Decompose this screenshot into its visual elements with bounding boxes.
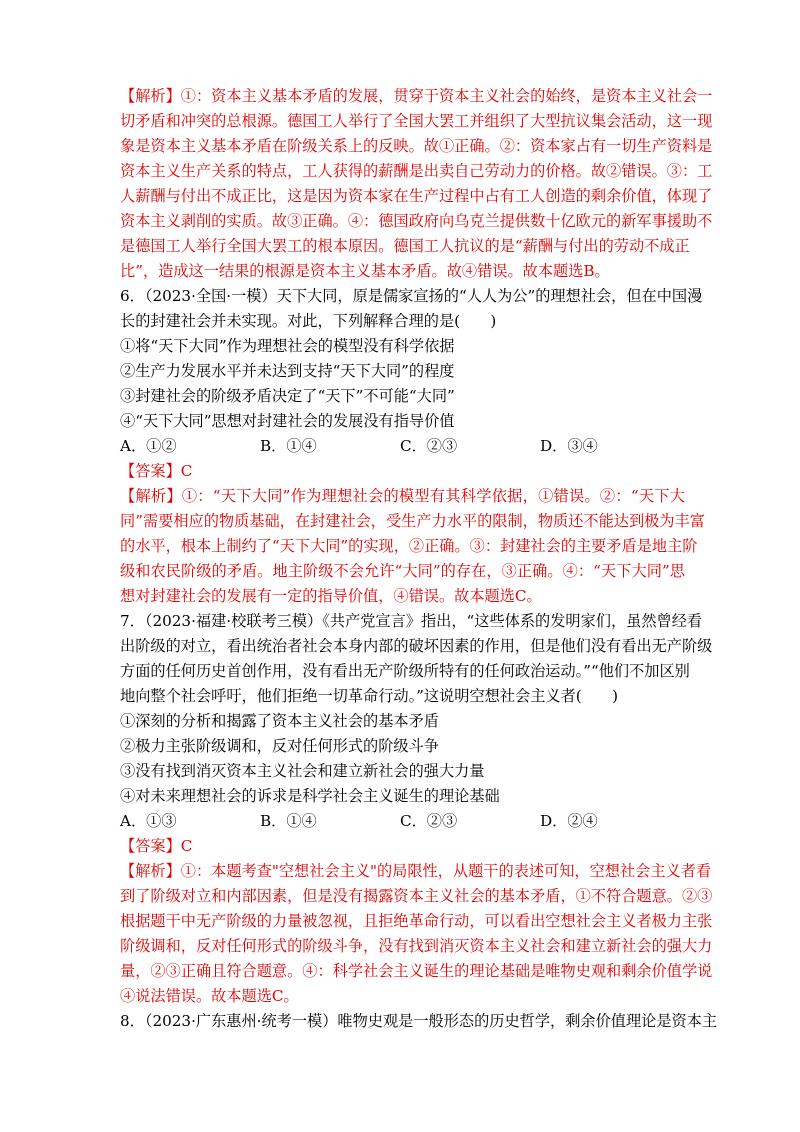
analysis-line: 比”，造成这一结果的根源是资本主义基本矛盾。故④错误。故本题选B。 [120, 262, 610, 280]
statement-2: ②生产力发展水平并未达到支持“天下大同”的程度 [120, 362, 455, 380]
question-7 [120, 609, 713, 1009]
option-d: D．②④ [540, 812, 598, 830]
analysis-q5 [120, 84, 713, 284]
statement-1: ①深刻的分析和揭露了资本主义社会的基本矛盾 [120, 712, 439, 730]
answer-label: 【答案】C [120, 462, 193, 480]
question-stem: 7．（2023·福建·校联考三模）《共产党宣言》指出，“这些体系的发明家们，虽然曾经看 [120, 612, 703, 630]
analysis-line: 【解析】①：“天下大同”作为理想社会的模型有其科学依据，①错误。②：“天下大 [120, 487, 685, 505]
analysis-line: 想对封建社会的发展有一定的指导价值，④错误。故本题选C。 [120, 587, 542, 605]
analysis-line: 是德国工人举行全国大罢工的根本原因。德国工人抗议的是“薪酬与付出的劳动不成正 [120, 237, 690, 255]
question-stem: 地向整个社会呼吁，他们拒绝一切革命行动。”这说明空想社会主义者( ) [120, 687, 619, 705]
option-a: A．①② [120, 437, 177, 455]
options-row [120, 809, 685, 834]
analysis-line: 到了阶级对立和内部因素，但是没有揭露资本主义社会的基本矛盾，①不符合题意。②③ [120, 887, 713, 905]
option-c: C．②③ [400, 812, 458, 830]
statement-1: ①将“天下大同”作为理想社会的模型没有科学依据 [120, 337, 455, 355]
statement-3: ③封建社会的阶级矛盾决定了“天下”不可能“大同” [120, 387, 455, 405]
analysis-line: 量，②③正确且符合题意。④：科学社会主义诞生的理论基础是唯物史观和剩余价值学说 [120, 962, 713, 980]
analysis-line: 的水平，根本上制约了“天下大同”的实现，②正确。③：封建社会的主要矛盾是地主阶 [120, 537, 698, 555]
analysis-line: 级和农民阶级的矛盾。地主阶级不会允许“大同”的存在，③正确。④：“天下大同”思 [120, 562, 685, 580]
options-row [120, 434, 685, 459]
analysis-line: 资本主义生产关系的特点，工人获得的薪酬是出卖自己劳动力的价格。故②错误。③：工 [120, 162, 713, 180]
option-a: A．①③ [120, 812, 177, 830]
question-6 [120, 284, 705, 609]
answer-label: 【答案】C [120, 837, 193, 855]
option-b: B．①④ [260, 437, 317, 455]
option-d: D．③④ [540, 437, 598, 455]
question-8 [120, 1009, 718, 1034]
statement-4: ④“天下大同”思想对封建社会的发展没有指导价值 [120, 412, 455, 430]
document-page [120, 84, 718, 1034]
question-stem: 方面的任何历史首创作用，没有看出无产阶级所特有的任何政治运动。”“他们不加区别 [120, 662, 690, 680]
analysis-line: 象是资本主义基本矛盾在阶级关系上的反映。故①正确。②：资本家占有一切生产资料是 [120, 137, 713, 155]
analysis-line: 阶级调和，反对任何形式的阶级斗争，没有找到消灭资本主义社会和建立新社会的强大力 [120, 937, 713, 955]
question-stem: 出阶级的对立，看出统治者社会本身内部的破坏因素的作用，但是他们没有看出无产阶级 [120, 637, 713, 655]
statement-2: ②极力主张阶级调和，反对任何形式的阶级斗争 [120, 737, 439, 755]
analysis-line: 【解析】①：资本主义基本矛盾的发展，贯穿于资本主义社会的始终，是资本主义社会一 [120, 87, 713, 105]
option-b: B．①④ [260, 812, 317, 830]
analysis-line: 根据题干中无产阶级的力量被忽视，且拒绝革命行动，可以看出空想社会主义者极力主张 [120, 912, 713, 930]
question-stem: 8．（2023·广东惠州·统考一模）唯物史观是一般形态的历史哲学，剩余价值理论是资本主 [120, 1012, 718, 1030]
analysis-line: 切矛盾和冲突的总根源。德国工人举行了全国大罢工并组织了大型抗议集会活动，这一现 [120, 112, 713, 130]
analysis-line: 【解析】①：本题考查"空想社会主义"的局限性，从题干的表述可知，空想社会主义者看 [120, 862, 712, 880]
question-stem: 6．（2023·全国·一模）天下大同，原是儒家宣扬的“人人为公”的理想社会，但在中国漫 [120, 287, 703, 305]
statement-4: ④对未来理想社会的诉求是科学社会主义诞生的理论基础 [120, 787, 500, 805]
option-c: C．②③ [400, 437, 458, 455]
question-stem: 长的封建社会并未实现。对此，下列解释合理的是( ) [120, 312, 497, 330]
analysis-line: ④说法错误。故本题选C。 [120, 987, 299, 1005]
analysis-line: 同”需要相应的物质基础，在封建社会，受生产力水平的限制，物质还不能达到极为丰富 [120, 512, 705, 530]
analysis-line: 资本主义剥削的实质。故③正确。④：德国政府向乌克兰提供数十亿欧元的新军事援助不 [120, 212, 713, 230]
analysis-line: 人薪酬与付出不成正比，这是因为资本家在生产过程中占有工人创造的剩余价值，体现了 [120, 187, 713, 205]
statement-3: ③没有找到消灭资本主义社会和建立新社会的强大力量 [120, 762, 485, 780]
